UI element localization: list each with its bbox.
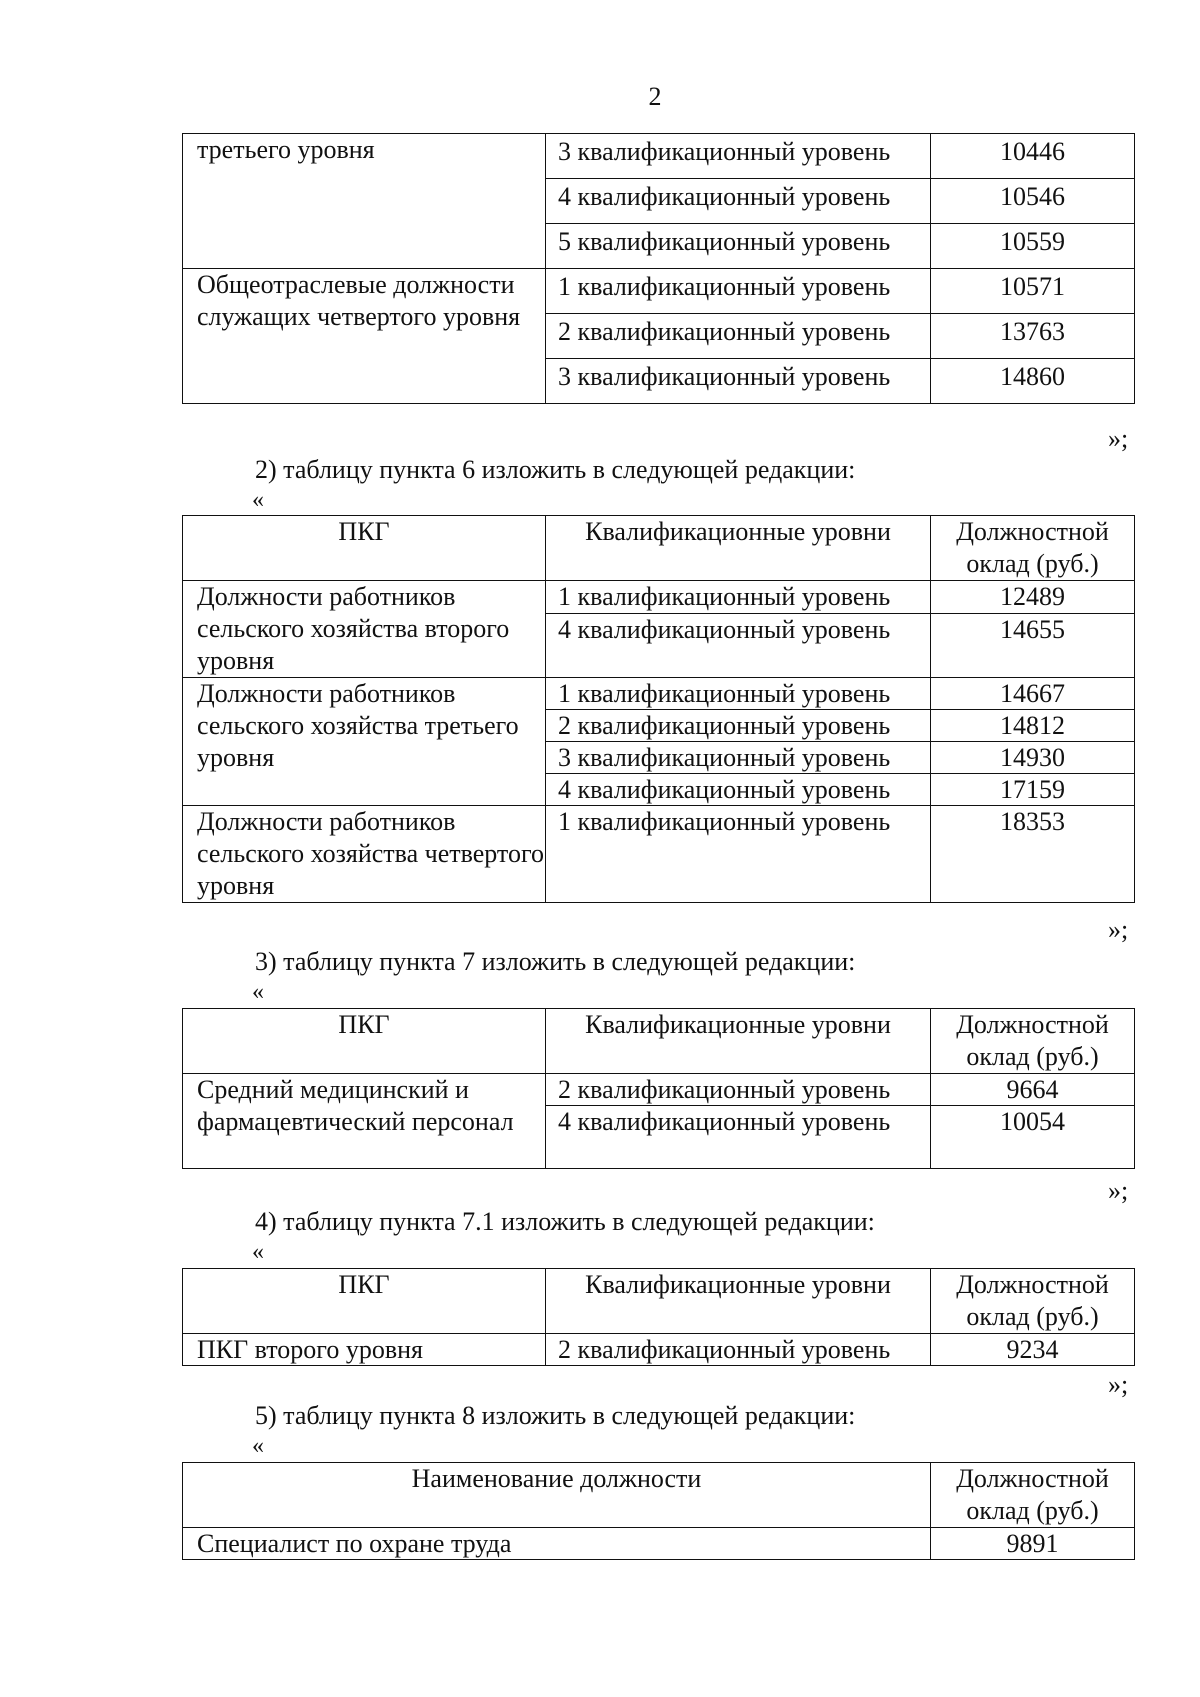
table-section-4 bbox=[182, 1268, 1135, 1366]
level-cell: 4 квалификационный уровень bbox=[546, 613, 931, 677]
pkg-cell: третьего уровня bbox=[183, 134, 546, 269]
salary-cell: 18353 bbox=[931, 806, 1135, 903]
open-quote: « bbox=[252, 487, 264, 513]
level-cell: 2 квалификационный уровень bbox=[546, 314, 931, 359]
header-levels: Квалификационные уровни bbox=[546, 1009, 931, 1074]
header-pkg: ПКГ bbox=[183, 516, 546, 581]
instruction-3: 3) таблицу пункта 7 изложить в следующей редакции: bbox=[255, 947, 856, 976]
salary-cell: 9234 bbox=[931, 1334, 1135, 1366]
salary-cell: 9891 bbox=[931, 1528, 1135, 1560]
level-cell: 2 квалификационный уровень bbox=[546, 1074, 931, 1106]
header-salary: Должностной оклад (руб.) bbox=[931, 1269, 1135, 1334]
level-cell: 2 квалификационный уровень bbox=[546, 1334, 931, 1366]
salary-cell: 10054 bbox=[931, 1106, 1135, 1169]
level-cell: 1 квалификационный уровень bbox=[546, 581, 931, 614]
level-cell: 3 квалификационный уровень bbox=[546, 134, 931, 179]
table-section-3 bbox=[182, 1008, 1135, 1169]
pkg-cell: ПКГ второго уровня bbox=[183, 1334, 546, 1366]
salary-cell: 9664 bbox=[931, 1074, 1135, 1106]
salary-cell: 10559 bbox=[931, 224, 1135, 269]
open-quote: « bbox=[252, 1239, 264, 1265]
header-salary: Должностной оклад (руб.) bbox=[931, 1009, 1135, 1074]
table-row bbox=[183, 269, 1135, 314]
header-levels: Квалификационные уровни bbox=[546, 516, 931, 581]
pkg-cell: Средний медицинский и фармацевтический персонал bbox=[183, 1074, 546, 1169]
header-pkg: ПКГ bbox=[183, 1269, 546, 1334]
salary-cell: 10446 bbox=[931, 134, 1135, 179]
level-cell: 4 квалификационный уровень bbox=[546, 1106, 931, 1169]
salary-cell: 17159 bbox=[931, 774, 1135, 806]
level-cell: 4 квалификационный уровень bbox=[546, 179, 931, 224]
page-number: 2 bbox=[648, 82, 662, 111]
level-cell: 1 квалификационный уровень bbox=[546, 678, 931, 710]
table-header-row bbox=[183, 1463, 1135, 1528]
salary-cell: 14860 bbox=[931, 359, 1135, 404]
pkg-cell: Общеотраслевые должности служащих четвертого уровня bbox=[183, 269, 546, 404]
table-row bbox=[183, 581, 1135, 614]
salary-cell: 10546 bbox=[931, 179, 1135, 224]
table-header-row bbox=[183, 1009, 1135, 1074]
level-cell: 3 квалификационный уровень bbox=[546, 742, 931, 774]
level-cell: 3 квалификационный уровень bbox=[546, 359, 931, 404]
instruction-4: 4) таблицу пункта 7.1 изложить в следующей редакции: bbox=[255, 1207, 875, 1236]
level-cell: 4 квалификационный уровень bbox=[546, 774, 931, 806]
level-cell: 1 квалификационный уровень bbox=[546, 269, 931, 314]
salary-cell: 10571 bbox=[931, 269, 1135, 314]
position-cell: Специалист по охране труда bbox=[183, 1528, 931, 1560]
salary-cell: 14655 bbox=[931, 613, 1135, 677]
table-section-2 bbox=[182, 515, 1135, 903]
header-pkg: ПКГ bbox=[183, 1009, 546, 1074]
table-row bbox=[183, 806, 1135, 903]
header-salary: Должностной оклад (руб.) bbox=[931, 1463, 1135, 1528]
table-row bbox=[183, 678, 1135, 710]
header-salary: Должностной оклад (руб.) bbox=[931, 516, 1135, 581]
close-quote: »; bbox=[1108, 1176, 1129, 1205]
table-section-5 bbox=[182, 1462, 1135, 1560]
salary-cell: 14812 bbox=[931, 710, 1135, 742]
salary-cell: 14930 bbox=[931, 742, 1135, 774]
level-cell: 1 квалификационный уровень bbox=[546, 806, 931, 903]
instruction-2: 2) таблицу пункта 6 изложить в следующей редакции: bbox=[255, 455, 856, 484]
table-row bbox=[183, 134, 1135, 179]
table-row bbox=[183, 1528, 1135, 1560]
instruction-5: 5) таблицу пункта 8 изложить в следующей редакции: bbox=[255, 1401, 856, 1430]
table-row bbox=[183, 1334, 1135, 1366]
close-quote: »; bbox=[1108, 915, 1129, 944]
table-header-row bbox=[183, 1269, 1135, 1334]
pkg-cell: Должности работников сельского хозяйства второго уровня bbox=[183, 581, 546, 678]
table-continuation bbox=[182, 133, 1135, 404]
table-header-row bbox=[183, 516, 1135, 581]
table-row bbox=[183, 1074, 1135, 1106]
close-quote: »; bbox=[1108, 424, 1129, 453]
header-levels: Квалификационные уровни bbox=[546, 1269, 931, 1334]
salary-cell: 12489 bbox=[931, 581, 1135, 614]
level-cell: 5 квалификационный уровень bbox=[546, 224, 931, 269]
salary-cell: 14667 bbox=[931, 678, 1135, 710]
close-quote: »; bbox=[1108, 1370, 1129, 1399]
level-cell: 2 квалификационный уровень bbox=[546, 710, 931, 742]
header-position: Наименование должности bbox=[183, 1463, 931, 1528]
open-quote: « bbox=[252, 1433, 264, 1459]
salary-cell: 13763 bbox=[931, 314, 1135, 359]
pkg-cell: Должности работников сельского хозяйства четвертого уровня bbox=[183, 806, 546, 903]
open-quote: « bbox=[252, 979, 264, 1005]
pkg-cell: Должности работников сельского хозяйства третьего уровня bbox=[183, 678, 546, 806]
